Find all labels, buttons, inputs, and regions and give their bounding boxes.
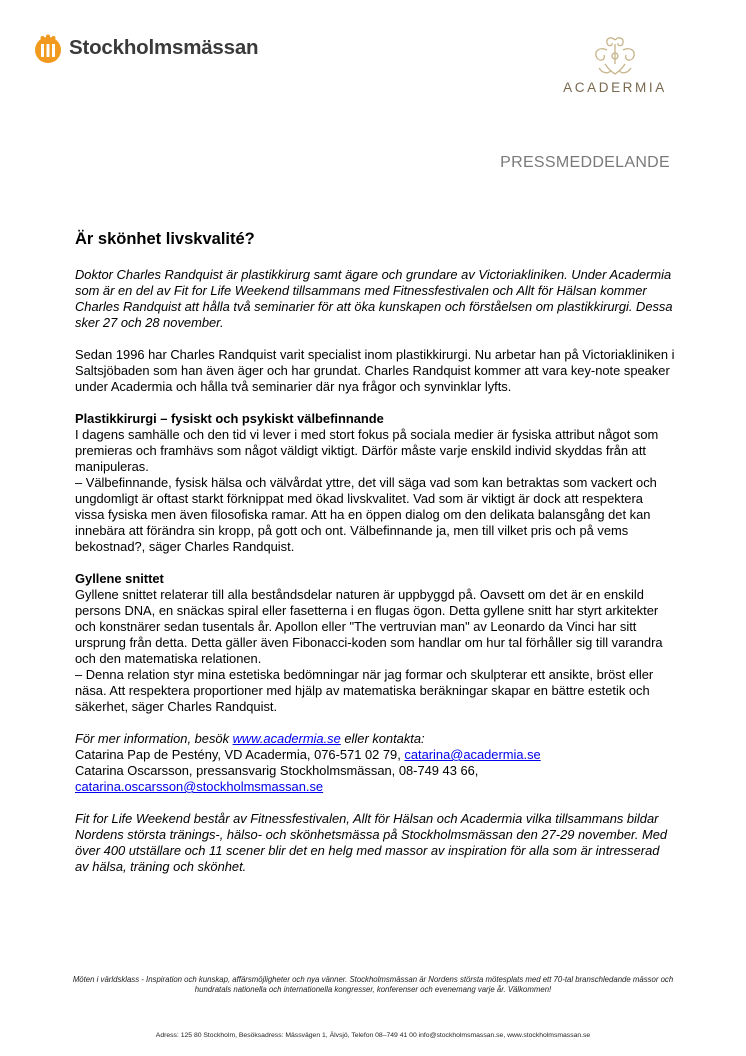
section-quote-paragraph: – Välbefinnande, fysisk hälsa och välvårdat yttre, det vill säga vad som kan betraktas som vackert och ungdomligt är oftast starkt förknippat med ökad livskvalitet. Vad som är viktigt är dock att respektera vissa fysiska men även filosofiska ramar. Att ha en öppen dialog om den delikata balansgång det kan innebära att förändra sin kropp, på gott och ont. Välbefinnande ja, men till vilket pris och på vems bekostnad?, säger Charles Randquist.	[75, 475, 657, 554]
document-type-label: PRESSMEDDELANDE	[500, 154, 670, 171]
press-release-body	[75, 229, 675, 875]
article-title: Är skönhet livskvalité?	[75, 230, 255, 248]
email-link-acadermia[interactable]: catarina@acadermia.se	[404, 747, 541, 762]
contact-intro: För mer information, besök www.acadermia.se eller kontakta:	[75, 731, 425, 746]
lead-paragraph: Doktor Charles Randquist är plastikkirurg samt ägare och grundare av Victoriakliniken. Under Acadermia som är en del av Fit for Life Weekend tillsammans med Fitnessfestivalen och Allt för Hälsan kommer Charles Randquist att hålla två seminarier för att öka kunskapen och förståelsen om plastikkirurgi. Dessa sker 27 och 28 november.	[75, 267, 673, 330]
footer-address: Adress: 125 80 Stockholm, Besöksadress: Mässvägen 1, Älvsjö, Telefon 08–749 41 00 info@stockholmsmassan.se, www.stockholmsmassan.se	[155, 1032, 591, 1039]
section-quote-paragraph: – Denna relation styr mina estetiska bedömningar när jag formar och skulpterar ett ansikte, bröst eller näsa. Att respektera proportioner med hjälp av matematiska beräkningar skapar en bättre estetik och säkerhet, säger Charles Randquist.	[75, 667, 654, 714]
section-heading-plastikkirurgi: Plastikkirurgi – fysiskt och psykiskt välbefinnande	[75, 411, 384, 426]
contact-person-1: Catarina Pap de Pestény, VD Acadermia, 076-571 02 79, catarina@acadermia.se	[75, 747, 541, 762]
footer-tagline: Möten i världsklass - Inspiration och kunskap, affärsmöjligheter och nya vänner. Stockholmsmässan är Nordens största mötesplats med ett 70-tal branschledande mässor och hundratals nationella och internationella kongresser, konferenser och evenemang varje år. Välkommen!	[72, 975, 674, 994]
intro-paragraph: Sedan 1996 har Charles Randquist varit specialist inom plastikkirurgi. Nu arbetar han på Victoriakliniken i Saltsjöbaden som han även äger och har grundat. Charles Randquist kommer att vara key-note speaker under Acadermia och hålla två seminarier där nya frågor och synvinklar lyfts.	[75, 347, 675, 394]
closing-paragraph: Fit for Life Weekend består av Fitnessfestivalen, Allt för Hälsan och Acadermia vilka tillsammans bildar Nordens största tränings-, hälso- och skönhetsmässa på Stockholmsmässan den 27-29 november. Med över 400 utställare och 11 scener blir det en helg med massor av inspiration för alla som är intresserad av hälsa, träning och skönhet.	[75, 811, 668, 874]
website-link[interactable]: www.acadermia.se	[232, 731, 341, 746]
section-paragraph: I dagens samhälle och den tid vi lever i med stort fokus på sociala medier är fysiska attribut något som premieras och framhävs som något väldigt viktigt. Därför måste varje enskild individ skyddas från att manipuleras.	[75, 427, 659, 474]
acadermia-logo	[550, 34, 680, 95]
stockholmsmassan-logo-icon	[34, 33, 62, 63]
stockholmsmassan-logo-text: Stockholmsmässan	[69, 36, 259, 59]
contact-person-2: Catarina Oscarsson, pressansvarig Stockholmsmässan, 08-749 43 66,	[75, 763, 479, 778]
section-heading-gyllene-snittet: Gyllene snittet	[75, 571, 164, 586]
acadermia-logo-text: ACADERMIA	[563, 80, 667, 95]
contact-email-2	[75, 779, 675, 795]
section-paragraph: Gyllene snittet relaterar till alla beståndsdelar naturen är uppbyggd på. Oavsett om det är en enskild persons DNA, en snäckas spiral eller fasetterna i en flugas ögon. Detta gyllene snitt har styrt arkitekter och konstnärer sedan tusentals år. Apollon eller "The vertruvian man" av Leonardo da Vinci har sitt ursprung från detta. Detta gäller även Fibonacci-koden som handlar om hur tal förhåller sig till varandra och den matematiska relationen.	[75, 587, 663, 666]
stockholmsmassan-logo	[34, 33, 258, 63]
acadermia-ornament-icon	[587, 34, 643, 78]
email-link-stockholmsmassan[interactable]: catarina.oscarsson@stockholmsmassan.se	[75, 779, 324, 794]
